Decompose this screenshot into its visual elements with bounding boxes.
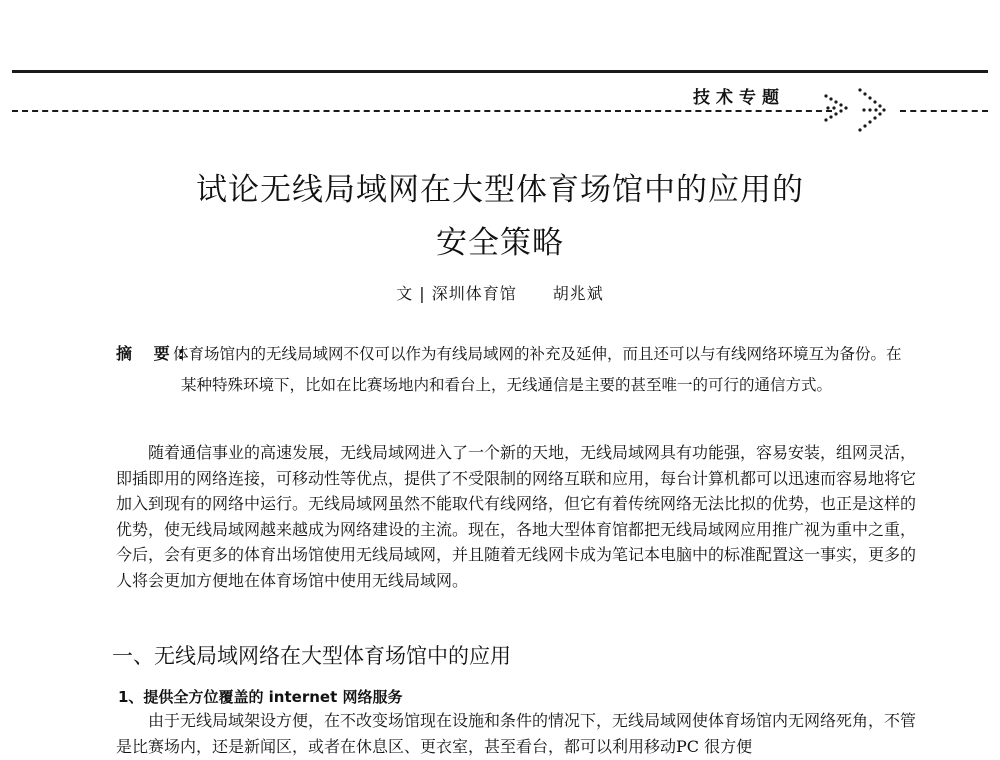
header-top-rule	[12, 70, 988, 73]
header-dashed-rule	[12, 110, 832, 112]
article-title-line1: 试论无线局域网在大型体育场馆中的应用的	[196, 172, 804, 208]
byline-affiliation: 文 | 深圳体育馆	[396, 284, 517, 303]
header-dashed-rule-right	[900, 110, 988, 112]
abstract-label: 摘 要:	[116, 344, 192, 363]
section-tag: 技术专题	[693, 88, 785, 108]
abstract-text: 体育场馆内的无线局域网不仅可以作为有线局域网的补充及延伸，而且还可以与有线网络环境互为备份。在某种特殊环境下，比如在比赛场地内和看台上，无线通信是主要的甚至唯一的可行的通信方式。	[173, 345, 902, 394]
intro-paragraph: 随着通信事业的高速发展，无线局域网进入了一个新的天地，无线局域网具有功能强，容易安装，组网灵活，即插即用的网络连接，可移动性等优点，提供了不受限制的网络互联和应用，每台计算机都可以迅速而容易地将它加入到现有的网络中运行。无线局域网虽然不能取代有线网络，但它有着传统网络无法比拟的优势，也正是这样的优势，使无线局域网越来越成为网络建设的主流。现在，各地大型体育馆都把无线局域网应用推广视为重中之重，今后，会有更多的体育出场馆使用无线局域网，并且随着无线网卡成为笔记本电脑中的标准配置这一事实，更多的人将会更加方便地在体育场馆中使用无线局域网。	[116, 443, 917, 590]
section-heading: 一、无线局域网络在大型体育场馆中的应用	[112, 644, 511, 668]
byline	[0, 281, 1000, 304]
subsection-heading: 1、提供全方位覆盖的 internet 网络服务	[118, 688, 403, 706]
article-title-line2: 安全策略	[436, 225, 564, 261]
subsection-paragraph: 由于无线局域架设方便，在不改变场馆现在设施和条件的情况下，无线局域网使体育场馆内无网络死角，不管是比赛场内，还是新闻区，或者在休息区、更衣室，甚至看台，都可以利用移动PC 很方便	[116, 711, 917, 756]
byline-author: 胡兆斌	[552, 284, 604, 303]
dotted-arrows-icon	[820, 86, 900, 132]
